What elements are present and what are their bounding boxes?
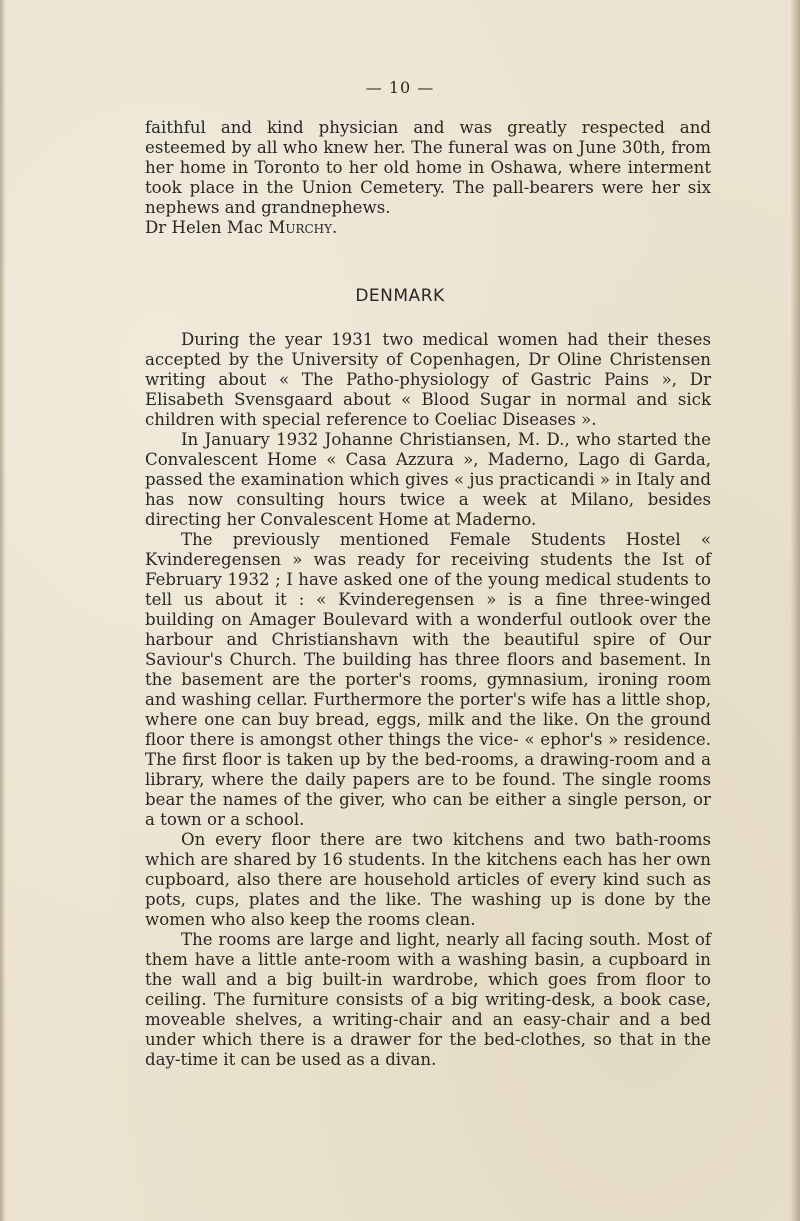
intro-paragraph: faithful and kind physician and was greatly respected and esteemed by all who knew her. The funeral was on June 30th, from her home in Toronto to her old home in Oshawa, where interment took place in the Union Cemetery. The pall-bearers were her six nephews and grandnephews. — [145, 118, 711, 217]
body-paragraph: The rooms are large and light, nearly all facing south. Most of them have a little ante-room with a washing basin, a cupboard in the wall and a big built-in wardrobe, which goes from floor to ceiling. The furniture consists of a big writing-desk, a book case, moveable shelves, a writing-chair and an easy-chair and a bed under which there is a drawer for the bed-clothes, so that in the day-time it can be used as a divan. — [145, 930, 711, 1069]
section-body — [145, 330, 711, 1070]
signature-prefix: Dr Helen Mac — [145, 218, 269, 237]
signature — [145, 218, 711, 238]
body-paragraph: During the year 1931 two medical women had their theses accepted by the University of Copenhagen, Dr Oline Christensen writing about « The Patho-physiology of Gastric Pains », Dr Elisabeth Svensgaard about « Blood Sugar in normal and sick children with special reference to Coeliac Diseases ». — [145, 330, 711, 429]
section-heading: DENMARK — [355, 286, 445, 306]
body-paragraph: On every floor there are two kitchens and two bath-rooms which are shared by 16 students. In the kitchens each has her own cupboard, also there are household articles of every kind such as pots, cups, plates and the like. The washing up is done by the women who also keep the rooms clean. — [145, 830, 711, 929]
body-paragraph: The previously mentioned Female Students Hostel « Kvinderegensen » was ready for receiving students the Ist of February 1932 ; I have asked one of the young medical students to tell us about it : « Kvinderegensen » is a fine three-winged building on Amager Boulevard with a wonderful outlook over the harbour and Christianshavn with the beautiful spire of Our Saviour's Church. The building has three floors and basement. In the basement are the porter's rooms, gymnasium, ironing room and washing cellar. Furthermore the porter's wife has a little shop, where one can buy bread, eggs, milk and the like. On the ground floor there is amongst other things the vice- « ephor's » residence. The first floor is taken up by the bed-rooms, a drawing-room and a library, where the daily papers are to be found. The single rooms bear the names of the giver, who can be either a single person, or a town or a school. — [145, 530, 711, 829]
page-right-edge — [790, 0, 800, 1221]
intro-block — [145, 118, 711, 238]
page-left-edge — [0, 0, 6, 1221]
page-number: — 10 — — [365, 78, 435, 97]
body-paragraph: In January 1932 Johanne Christiansen, M. D., who started the Convalescent Home « Casa Azzura », Maderno, Lago di Garda, passed the examination which gives « jus practicandi » in Italy and has now consulting hours twice a week at Milano, besides directing her Convalescent Home at Maderno. — [145, 430, 711, 529]
signature-surname: Murchy. — [268, 218, 338, 237]
